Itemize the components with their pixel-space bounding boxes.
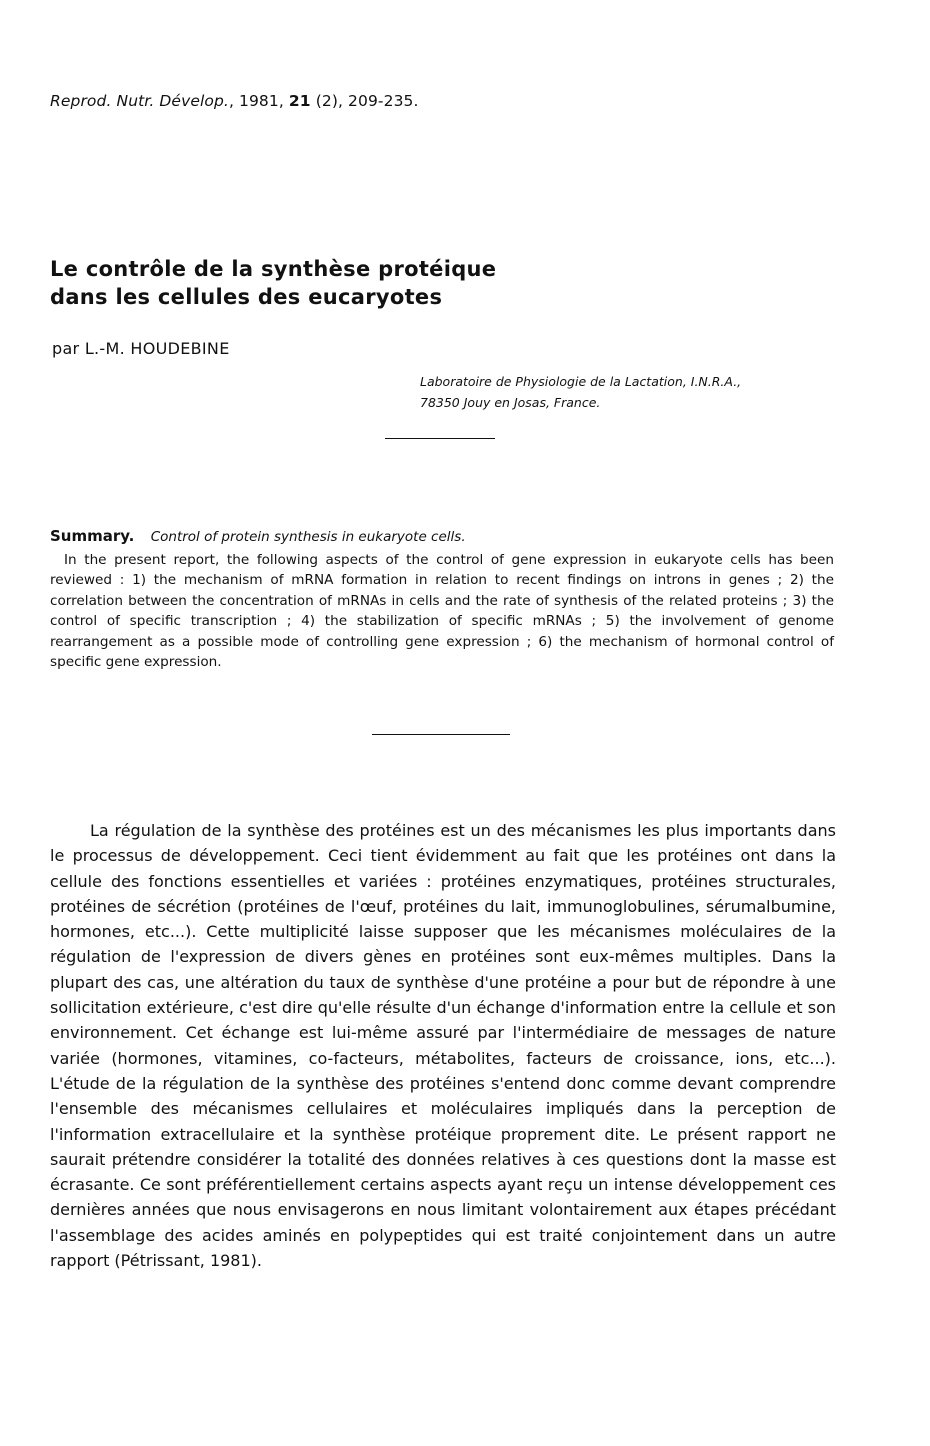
body-paragraph: La régulation de la synthèse des protéines est un des mécanismes les plus importants dans le processus de développement. Ceci tient évidemment au fait que les protéines ont dans la cellule des fonctions essentielles et variées : protéines enzymatiques, protéines structurales, protéines de sécrétion (protéines de l'œuf, protéines du lait, immunoglobulines, sérumalbumine, hormones, etc...). Cette multiplicité laisse supposer que les mécanismes moléculaires de la régulation de l'expression de divers gènes en protéines sont eux-mêmes multiples. Dans la plupart des cas, une altération du taux de synthèse d'une protéine a pour but de répondre à une sollicitation extérieure, c'est dire qu'elle résulte d'un échange d'information entre la cellule et son environnement. Cet échange est lui-même assuré par l'intermédiaire de messages de nature variée (hormones, vitamines, co-facteurs, métabolites, facteurs de croissance, ions, etc...). L'étude de la régulation de la synthèse des protéines s'entend donc comme devant comprendre l'ensemble des mécanismes cellulaires et moléculaires impliqués dans la perception de l'information extracellulaire et la synthèse protéique proprement dite. Le présent rapport ne saurait prétendre considérer la totalité des données relatives à ces questions dont la masse est écrasante. Ce sont préférentiellement certains aspects ayant reçu un intense développement ces dernières années que nous envisagerons en nous limitant volontairement aux étapes précédant l'assemblage des acides aminés en polypeptides qui est traité conjointement dans un autre rapport (Pétrissant, 1981). — [50, 821, 836, 1271]
section-divider-top — [385, 438, 495, 439]
journal-citation — [50, 92, 419, 110]
citation-issue-pages: (2), 209-235. — [310, 92, 419, 110]
affiliation-line-1: Laboratoire de Physiologie de la Lactation, I.N.R.A., — [420, 374, 742, 389]
affiliation-line-2: 78350 Jouy en Josas, France. — [420, 395, 601, 410]
article-title-line-1: Le contrôle de la synthèse protéique — [50, 257, 497, 281]
summary-heading — [50, 526, 834, 548]
section-divider-bottom — [372, 734, 510, 735]
summary-subtitle: Control of protein synthesis in eukaryote cells. — [150, 529, 466, 545]
article-title-line-2: dans les cellules des eucaryotes — [50, 285, 443, 309]
author-affiliation — [420, 371, 741, 413]
article-title — [50, 255, 750, 311]
summary-section — [50, 526, 834, 673]
journal-name: Reprod. Nutr. Dévelop. — [50, 92, 229, 110]
citation-volume: 21 — [288, 92, 311, 110]
summary-text: In the present report, the following aspects of the control of gene expression in eukaryote cells has been reviewed : 1) the mechanism of mRNA formation in relation to recent findings on introns in genes ; 2) the correlation between the concentration of mRNAs in cells and the rate of synthesis of the related proteins ; 3) the control of specific transcription ; 4) the stabilization of specific mRNAs ; 5) the involvement of genome rearrangement as a possible mode of controlling gene expression ; 6) the mechanism of hormonal control of specific gene expression. — [50, 551, 834, 670]
summary-label: Summary. — [50, 527, 135, 545]
author-byline: par L.-M. HOUDEBINE — [52, 339, 230, 358]
citation-year: , 1981, — [228, 92, 289, 110]
